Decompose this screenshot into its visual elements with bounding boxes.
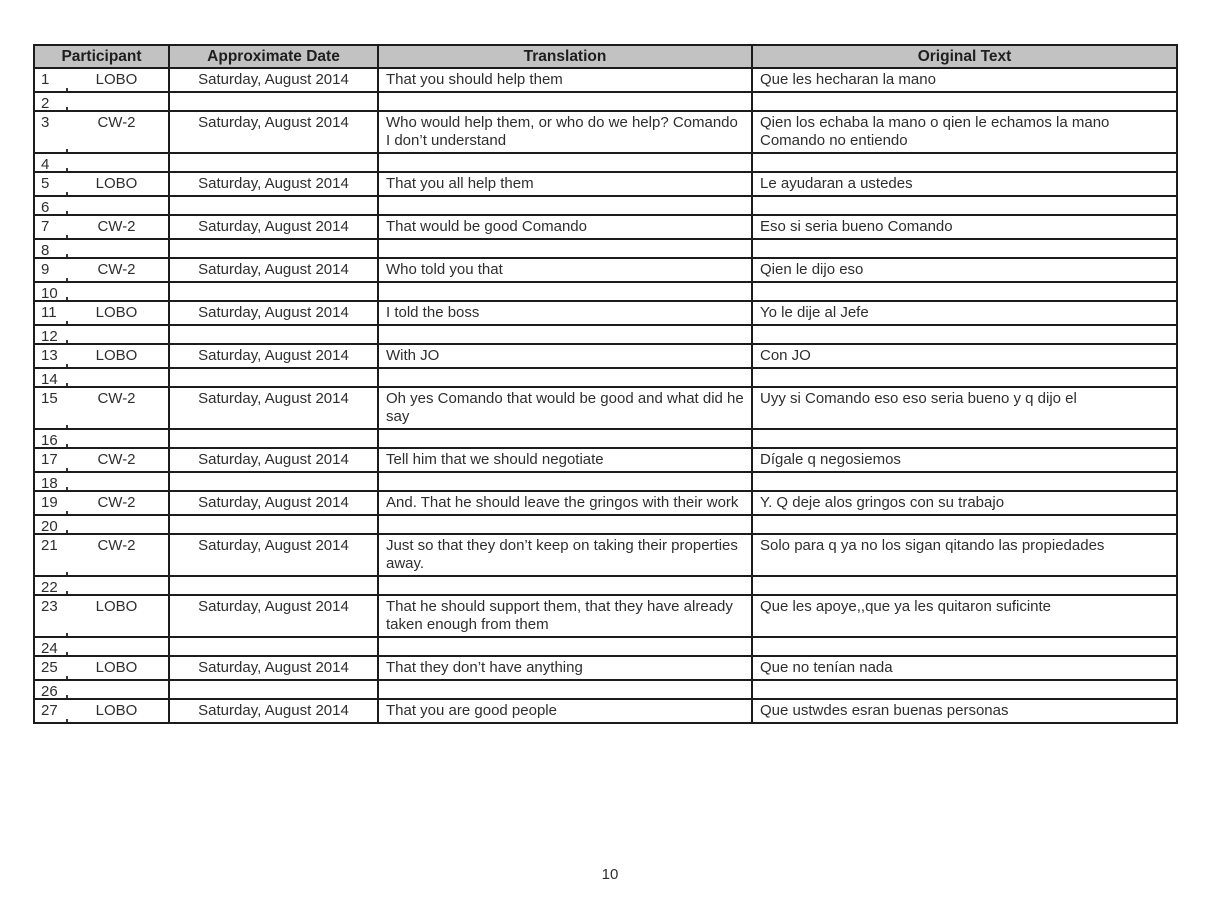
date-cell: Saturday, August 2014 — [169, 172, 378, 196]
translation-cell: Just so that they don’t keep on taking their properties away. — [378, 534, 752, 576]
date-cell: Saturday, August 2014 — [169, 656, 378, 680]
translation-cell: Tell him that we should negotiate — [378, 448, 752, 472]
line-number: 6 — [41, 199, 50, 215]
table-row — [34, 576, 1177, 595]
participant-name: CW-2 — [97, 218, 136, 235]
line-number: 2 — [41, 95, 50, 111]
table-row — [34, 172, 1177, 196]
table-row — [34, 344, 1177, 368]
participant-name: CW-2 — [97, 451, 136, 468]
participant-cell — [34, 656, 169, 680]
line-number: 17 — [41, 451, 58, 468]
table-header — [34, 45, 1177, 68]
translation-cell: Who told you that — [378, 258, 752, 282]
original-text-cell — [752, 153, 1177, 172]
translation-cell — [378, 576, 752, 595]
participant-name: CW-2 — [97, 261, 136, 278]
line-number: 4 — [41, 156, 50, 172]
translation-cell — [378, 472, 752, 491]
table-row — [34, 368, 1177, 387]
translation-cell — [378, 637, 752, 656]
translation-cell: And. That he should leave the gringos with their work — [378, 491, 752, 515]
line-number: 3 — [41, 114, 50, 131]
original-text-cell: Le ayudaran a ustedes — [752, 172, 1177, 196]
participant-name: CW-2 — [97, 537, 136, 554]
participant-cell — [34, 215, 169, 239]
table-row — [34, 515, 1177, 534]
participant-cell — [34, 258, 169, 282]
translation-cell — [378, 92, 752, 111]
translation-cell: With JO — [378, 344, 752, 368]
translation-cell — [378, 325, 752, 344]
translation-cell: That would be good Comando — [378, 215, 752, 239]
line-number: 1 — [41, 71, 50, 88]
participant-cell — [34, 387, 169, 429]
participant-name: LOBO — [95, 347, 138, 364]
line-number: 24 — [41, 640, 58, 656]
date-cell — [169, 472, 378, 491]
date-cell — [169, 239, 378, 258]
original-text-cell: Uyy si Comando eso eso seria bueno y q dijo el — [752, 387, 1177, 429]
original-text-cell — [752, 325, 1177, 344]
participant-cell — [34, 68, 169, 92]
participant-cell — [34, 344, 169, 368]
table-row — [34, 491, 1177, 515]
original-text-cell — [752, 429, 1177, 448]
line-number: 22 — [41, 579, 58, 595]
participant-cell — [34, 534, 169, 576]
translation-cell — [378, 515, 752, 534]
date-cell — [169, 637, 378, 656]
participant-cell — [34, 368, 169, 387]
date-cell — [169, 515, 378, 534]
table-row — [34, 595, 1177, 637]
participant-name: LOBO — [95, 175, 138, 192]
original-text-cell — [752, 680, 1177, 699]
table-row — [34, 282, 1177, 301]
date-cell: Saturday, August 2014 — [169, 258, 378, 282]
line-number: 20 — [41, 518, 58, 534]
table-row — [34, 472, 1177, 491]
line-number: 8 — [41, 242, 50, 258]
original-text-cell: Eso si seria bueno Comando — [752, 215, 1177, 239]
transcript-table — [33, 44, 1178, 724]
table-body — [34, 68, 1177, 723]
original-text-cell — [752, 282, 1177, 301]
original-text-cell: Qien le dijo eso — [752, 258, 1177, 282]
original-text-cell — [752, 515, 1177, 534]
date-cell — [169, 680, 378, 699]
original-text-cell — [752, 239, 1177, 258]
table-row — [34, 239, 1177, 258]
header-row — [34, 45, 1177, 68]
date-cell: Saturday, August 2014 — [169, 448, 378, 472]
line-number: 14 — [41, 371, 58, 387]
table-row — [34, 196, 1177, 215]
line-number: 7 — [41, 218, 50, 235]
line-number: 15 — [41, 390, 58, 407]
date-cell: Saturday, August 2014 — [169, 68, 378, 92]
participant-name: LOBO — [95, 598, 138, 615]
participant-cell — [34, 576, 169, 595]
original-text-cell: Que no tenían nada — [752, 656, 1177, 680]
line-number: 25 — [41, 659, 58, 676]
table-row — [34, 325, 1177, 344]
participant-cell — [34, 491, 169, 515]
line-number: 13 — [41, 347, 58, 364]
original-text-cell — [752, 368, 1177, 387]
participant-cell — [34, 196, 169, 215]
original-text-cell: Yo le dije al Jefe — [752, 301, 1177, 325]
date-cell — [169, 429, 378, 448]
original-text-cell — [752, 576, 1177, 595]
participant-cell — [34, 472, 169, 491]
table-row — [34, 534, 1177, 576]
original-text-cell — [752, 92, 1177, 111]
translation-cell: I told the boss — [378, 301, 752, 325]
date-cell: Saturday, August 2014 — [169, 491, 378, 515]
translation-cell: That you all help them — [378, 172, 752, 196]
line-number: 16 — [41, 432, 58, 448]
date-cell: Saturday, August 2014 — [169, 595, 378, 637]
translation-cell — [378, 153, 752, 172]
table-row — [34, 301, 1177, 325]
translation-cell: That they don’t have anything — [378, 656, 752, 680]
column-header-participant: Participant — [34, 45, 169, 68]
line-number: 11 — [41, 304, 57, 321]
translation-cell: That you should help them — [378, 68, 752, 92]
original-text-cell — [752, 472, 1177, 491]
line-number: 18 — [41, 475, 58, 491]
table-row — [34, 215, 1177, 239]
original-text-cell: Qien los echaba la mano o qien le echamos la mano Comando no entiendo — [752, 111, 1177, 153]
date-cell: Saturday, August 2014 — [169, 301, 378, 325]
participant-cell — [34, 92, 169, 111]
participant-cell — [34, 515, 169, 534]
translation-cell — [378, 282, 752, 301]
participant-name: LOBO — [95, 304, 138, 321]
date-cell: Saturday, August 2014 — [169, 387, 378, 429]
date-cell — [169, 282, 378, 301]
translation-cell — [378, 368, 752, 387]
table-row — [34, 92, 1177, 111]
line-number: 23 — [41, 598, 58, 615]
table-row — [34, 429, 1177, 448]
date-cell: Saturday, August 2014 — [169, 344, 378, 368]
date-cell — [169, 153, 378, 172]
line-number: 21 — [41, 537, 58, 554]
column-header-approximate-date: Approximate Date — [169, 45, 378, 68]
original-text-cell: Que ustwdes esran buenas personas — [752, 699, 1177, 723]
line-number: 5 — [41, 175, 50, 192]
table-row — [34, 680, 1177, 699]
participant-cell — [34, 699, 169, 723]
participant-name: LOBO — [95, 659, 138, 676]
participant-cell — [34, 325, 169, 344]
translation-cell — [378, 680, 752, 699]
table-row — [34, 637, 1177, 656]
line-number: 27 — [41, 702, 58, 719]
original-text-cell: Que les apoye,,que ya les quitaron suficinte — [752, 595, 1177, 637]
original-text-cell: Dígale q negosiemos — [752, 448, 1177, 472]
participant-cell — [34, 111, 169, 153]
date-cell — [169, 92, 378, 111]
date-cell — [169, 576, 378, 595]
participant-cell — [34, 448, 169, 472]
participant-name: LOBO — [95, 702, 138, 719]
table-row — [34, 448, 1177, 472]
original-text-cell — [752, 196, 1177, 215]
line-number: 10 — [41, 285, 58, 301]
participant-cell — [34, 429, 169, 448]
date-cell: Saturday, August 2014 — [169, 111, 378, 153]
page-number: 10 — [601, 866, 619, 883]
line-number: 12 — [41, 328, 58, 344]
table-row — [34, 387, 1177, 429]
original-text-cell — [752, 637, 1177, 656]
table-row — [34, 656, 1177, 680]
table-row — [34, 68, 1177, 92]
participant-cell — [34, 282, 169, 301]
participant-name: LOBO — [95, 71, 138, 88]
participant-cell — [34, 153, 169, 172]
column-header-translation: Translation — [378, 45, 752, 68]
table-row — [34, 111, 1177, 153]
date-cell: Saturday, August 2014 — [169, 215, 378, 239]
date-cell — [169, 196, 378, 215]
line-number: 9 — [41, 261, 50, 278]
date-cell: Saturday, August 2014 — [169, 534, 378, 576]
column-header-original-text: Original Text — [752, 45, 1177, 68]
original-text-cell: Y. Q deje alos gringos con su trabajo — [752, 491, 1177, 515]
participant-name: CW-2 — [97, 114, 136, 131]
line-number: 19 — [41, 494, 58, 511]
translation-cell: Who would help them, or who do we help? Comando I don’t understand — [378, 111, 752, 153]
translation-cell: That he should support them, that they have already taken enough from them — [378, 595, 752, 637]
table-row — [34, 153, 1177, 172]
participant-name: CW-2 — [97, 494, 136, 511]
participant-cell — [34, 595, 169, 637]
line-number: 26 — [41, 683, 58, 699]
participant-cell — [34, 637, 169, 656]
participant-name: CW-2 — [97, 390, 136, 407]
translation-cell — [378, 196, 752, 215]
translation-cell: Oh yes Comando that would be good and what did he say — [378, 387, 752, 429]
date-cell: Saturday, August 2014 — [169, 699, 378, 723]
original-text-cell: Que les hecharan la mano — [752, 68, 1177, 92]
participant-cell — [34, 680, 169, 699]
translation-cell — [378, 429, 752, 448]
participant-cell — [34, 172, 169, 196]
original-text-cell: Con JO — [752, 344, 1177, 368]
participant-cell — [34, 239, 169, 258]
date-cell — [169, 325, 378, 344]
translation-cell — [378, 239, 752, 258]
date-cell — [169, 368, 378, 387]
table-row — [34, 258, 1177, 282]
original-text-cell: Solo para q ya no los sigan qitando las propiedades — [752, 534, 1177, 576]
table-row — [34, 699, 1177, 723]
translation-cell: That you are good people — [378, 699, 752, 723]
participant-cell — [34, 301, 169, 325]
